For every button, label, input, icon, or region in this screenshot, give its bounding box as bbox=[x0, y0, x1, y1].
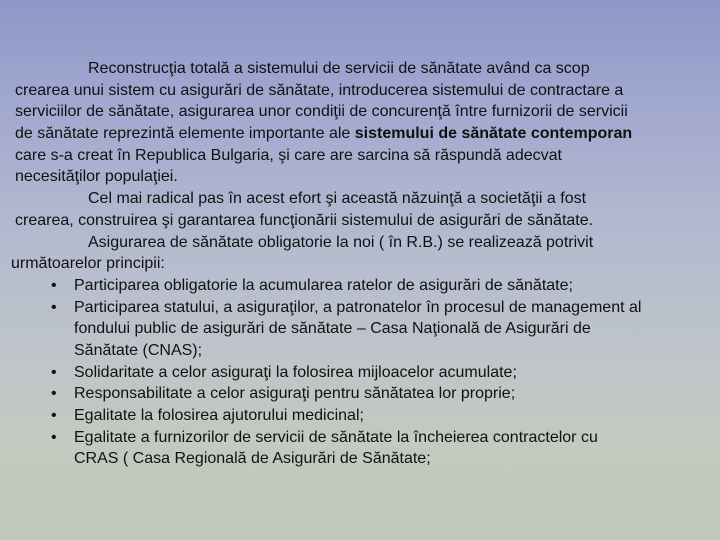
text-line: necesităţilor populaţiei. bbox=[15, 168, 178, 186]
bullet-icon: • bbox=[51, 428, 57, 446]
paragraph-system-reconstruction bbox=[15, 58, 720, 188]
text-line: CRAS ( Casa Regională de Asigurări de Sănătate; bbox=[74, 450, 431, 468]
text-line: crearea, construirea şi garantarea funcţionării sistemului de asigurări de sănătate. bbox=[15, 211, 594, 229]
text-line: Asigurarea de sănătate obligatorie la noi ( în R.B.) se realizează potrivit bbox=[88, 233, 594, 251]
text-line: Cel mai radical pas în acest efort şi această năzuinţă a societăţii a fost bbox=[88, 190, 587, 208]
paragraph-radical-step bbox=[15, 188, 720, 231]
text-line: serviciilor de sănătate, asigurarea unor condiţii de concurenţă între furnizorii de servicii bbox=[15, 103, 628, 121]
bullet-icon: • bbox=[51, 298, 57, 316]
principles-list bbox=[15, 275, 720, 470]
text-line: Reconstrucţia totală a sistemului de servicii de sănătate având ca scop bbox=[88, 60, 590, 77]
list-item bbox=[15, 362, 720, 384]
paragraph-principles-intro bbox=[11, 232, 720, 275]
bullet-icon: • bbox=[51, 276, 57, 294]
list-item bbox=[15, 383, 720, 405]
list-item bbox=[15, 297, 720, 362]
list-item bbox=[15, 275, 720, 297]
list-item bbox=[15, 427, 720, 470]
text-line: următoarelor principii: bbox=[11, 255, 165, 273]
text-line: Egalitate la folosirea ajutorului medicinal; bbox=[74, 407, 364, 424]
text-line: Participarea obligatorie la acumularea ratelor de asigurări de sănătate; bbox=[74, 276, 573, 294]
slide-body-text bbox=[11, 58, 720, 470]
text-line: Participarea statului, a asiguraţilor, a patronatelor în procesul de management al bbox=[74, 298, 642, 316]
text-line: Solidaritate a celor asiguraţi la folosirea mijloacelor acumulate; bbox=[74, 363, 517, 381]
bullet-icon: • bbox=[51, 407, 57, 424]
text-line: Responsabilitate a celor asiguraţi pentru sănătatea lor proprie; bbox=[74, 385, 516, 403]
text-line: Sănătate (CNAS); bbox=[74, 341, 203, 359]
text-line: care s-a creat în Republica Bulgaria, şi care are sarcina să răspundă adecvat bbox=[15, 146, 562, 164]
text-line: Egalitate a furnizorilor de servicii de sănătate la încheierea contractelor cu bbox=[74, 428, 598, 446]
bullet-icon: • bbox=[51, 385, 57, 403]
text-line: fondului public de asigurări de sănătate – Casa Naţională de Asigurări de bbox=[74, 320, 591, 338]
list-item bbox=[15, 405, 720, 427]
text-run: de sănătate reprezintă elemente importante ale bbox=[15, 125, 355, 143]
text-line: crearea unui sistem cu asigurări de sănătate, introducerea sistemului de contractare a bbox=[15, 81, 624, 99]
bold-phrase: sistemului de sănătate contemporan bbox=[354, 125, 633, 143]
bullet-icon: • bbox=[51, 363, 57, 381]
text-line bbox=[15, 123, 720, 145]
